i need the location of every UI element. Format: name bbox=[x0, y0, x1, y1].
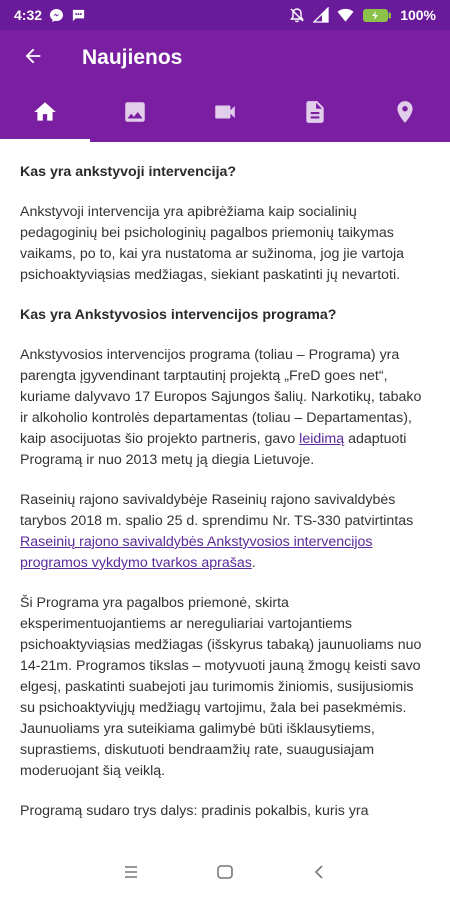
article-heading-intervention: Kas yra ankstyvoji intervencija? bbox=[20, 164, 237, 180]
page-title: Naujienos bbox=[82, 46, 183, 69]
message-icon bbox=[71, 8, 86, 23]
home-button-icon bbox=[216, 864, 234, 885]
tab-home[interactable] bbox=[0, 86, 90, 142]
article-paragraph: Ankstyvoji intervencija yra apibrėžiama kaip socialinių pedagoginių bei psichologinių pagalbos priemonių taikymas vaikams, po to, kai yra nustatoma ar sužinoma, jog jie vartoja psichoaktyviąsias medžiagas, siekiant paskatinti jų nevartoti. bbox=[20, 204, 405, 283]
system-nav-bar bbox=[0, 848, 450, 900]
paragraph-text: Raseinių rajono savivaldybėje Raseinių rajono savivaldybės tarybos 2018 m. spalio 25 d. sprendimu Nr. TS-330 patvirtintas bbox=[20, 492, 414, 529]
app-bar bbox=[0, 30, 450, 86]
home-button[interactable] bbox=[178, 848, 272, 900]
article-paragraph: Ši Programa yra pagalbos priemonė, skirta eksperimentuojantiems ar nereguliariai vartojantiems psichoaktyviąsias medžiagas (išskyrus tabaką) jaunuoliams nuo 14-21m. Programos tikslas – motyvuoti jauną žmogų keisti savo elgesį, paskatinti suabejoti jau turimomis žiniomis, susijusiomis su psichoaktyviųjų medžiagų vartojimu, žala bei pasekmėmis. Jaunuoliams yra suteikiama galimybė būti išklausytiems, suprastiems, diskutuoti bendraamžių rate, suaugusiajam moderuojant šią veiklą. bbox=[20, 595, 422, 779]
back-button[interactable] bbox=[0, 30, 66, 86]
signal-icon bbox=[313, 7, 329, 23]
system-back-button[interactable] bbox=[272, 848, 366, 900]
paragraph-text: Ankstyvosios intervencijos programa (toliau – Programa) yra parengta įgyvendinant tarptautinį projektą „FreD goes net“, kuriame dalyvavo 17 Europos Sąjungos šalių. Narkotikų, tabako ir alkoholio kontrolės departamentas (toliau – Departamentas), kaip asocijuotas šio projekto partneris, gavo bbox=[20, 347, 422, 447]
article-paragraph: Programą sudaro trys dalys: pradinis pokalbis, kuris yra bbox=[20, 803, 369, 819]
article-content[interactable] bbox=[0, 142, 450, 848]
home-icon bbox=[32, 99, 58, 130]
paragraph-text: adaptuoti Programą ir nuo 2013 metų ją diegia Lietuvoje. bbox=[20, 431, 407, 468]
messenger-icon bbox=[49, 8, 64, 23]
procedure-description-link[interactable]: Raseinių rajono savivaldybės Ankstyvosios intervencijos programos vykdymo tvarkos aprašas bbox=[20, 534, 373, 571]
status-bar bbox=[0, 0, 450, 30]
article-paragraph-raseiniai bbox=[20, 490, 430, 574]
permission-link[interactable]: leidimą bbox=[299, 431, 345, 447]
tab-images[interactable] bbox=[90, 86, 180, 142]
article-heading-program: Kas yra Ankstyvosios intervencijos programa? bbox=[20, 307, 337, 323]
battery-percent: 100% bbox=[400, 7, 436, 23]
recent-apps-button[interactable] bbox=[84, 848, 178, 900]
tab-bar bbox=[0, 86, 450, 142]
battery-icon bbox=[362, 8, 392, 23]
tab-location[interactable] bbox=[360, 86, 450, 142]
video-icon bbox=[212, 99, 238, 130]
tab-videos[interactable] bbox=[180, 86, 270, 142]
status-time: 4:32 bbox=[14, 7, 43, 23]
document-icon bbox=[302, 99, 328, 130]
article-paragraph-program bbox=[20, 345, 430, 471]
tab-documents[interactable] bbox=[270, 86, 360, 142]
location-icon bbox=[392, 99, 418, 130]
paragraph-text: . bbox=[251, 555, 256, 571]
wifi-icon bbox=[337, 7, 354, 23]
arrow-back-icon bbox=[22, 45, 44, 72]
menu-icon bbox=[123, 865, 139, 884]
back-icon bbox=[313, 864, 325, 885]
mute-icon bbox=[289, 7, 305, 23]
image-icon bbox=[122, 99, 148, 130]
